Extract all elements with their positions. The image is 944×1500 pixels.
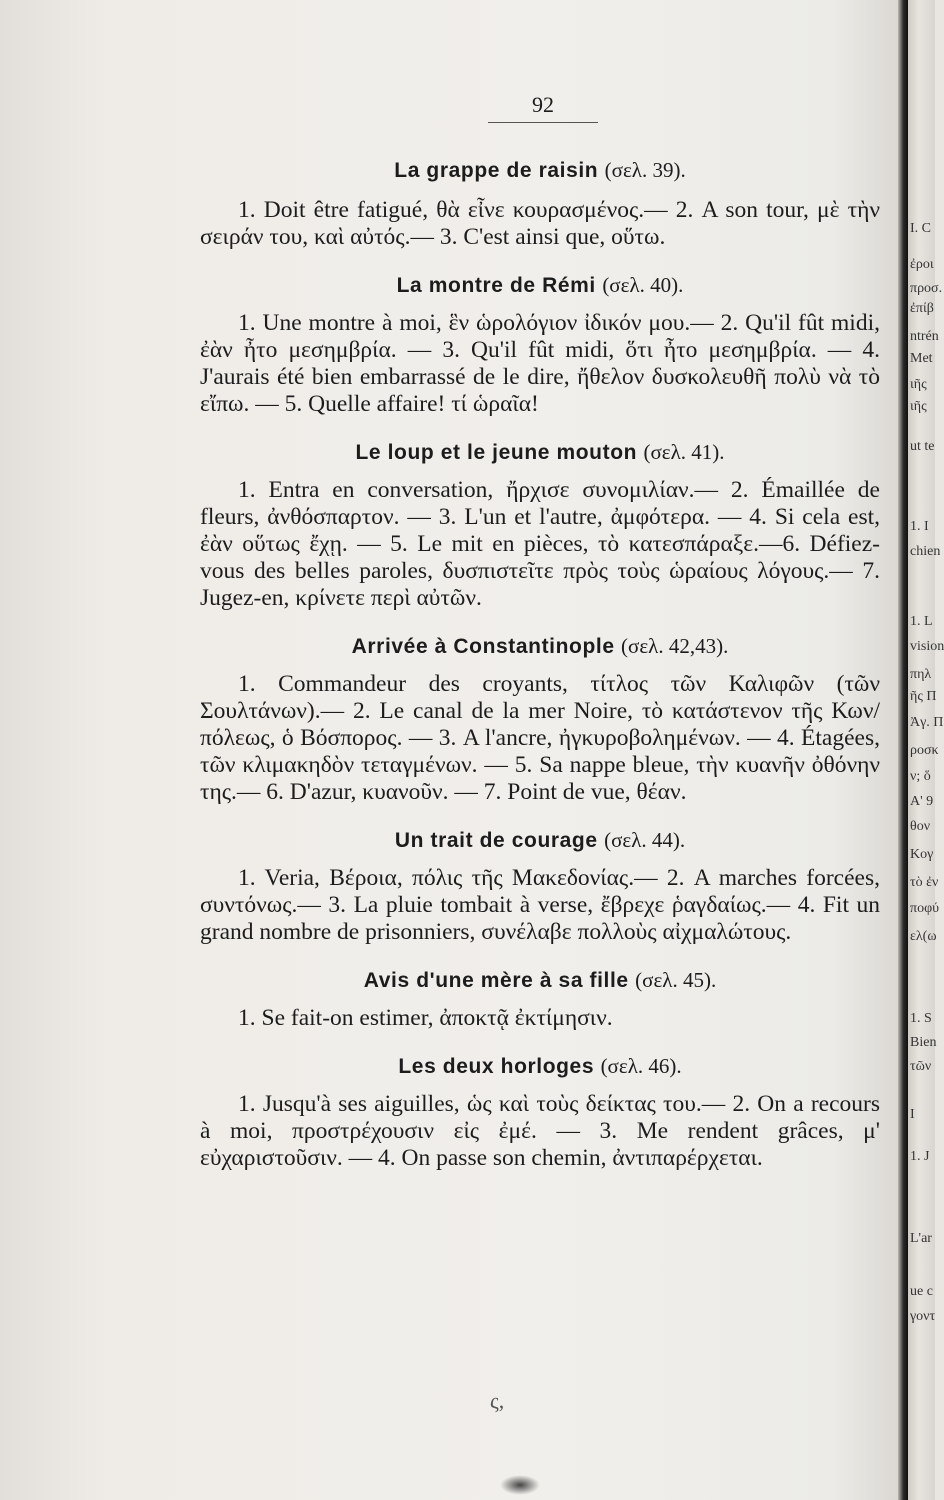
adjacent-page-fragment: τὸ ἐν <box>910 875 939 890</box>
adjacent-page-fragment: ιῆς <box>910 377 927 392</box>
section-grappe <box>200 158 880 251</box>
page-fold-shadow <box>898 0 908 1500</box>
adjacent-page-fragment: ue c <box>910 1284 933 1299</box>
section-text: 1. Se fait-on estimer, ἀποκτᾷ ἐκτίμησιν. <box>238 1005 613 1031</box>
section-text: 1. Une montre à moi, ἓν ὡρολόγιον ἰδικόν μου.— 2. Qu'il fût midi, ἐὰν ἦτο μεσημβρία. — 3. Qu'il fût midi, ὅτι ἦτο μεσημβρία. — 4. J'aurais été bien embarrassé de le dire, ἤθελον δυσκολευθῆ πολὺ νὰ τὸ εἴπω. — 5. Quelle affaire! τί ὡραῖα! <box>200 310 880 417</box>
adjacent-page-fragment: 1. J <box>910 1149 930 1164</box>
adjacent-page-fragment: Α' 9 <box>910 794 934 809</box>
section-constantinople <box>200 634 880 806</box>
section-montre <box>200 273 880 418</box>
adjacent-page-fragment: προσ. <box>910 281 943 296</box>
section-courage <box>200 828 880 946</box>
adjacent-page-fragment: θον <box>910 819 931 834</box>
stray-mark: ς, <box>490 1388 505 1413</box>
section-title: La montre de Rémi (σελ. 40). <box>396 273 684 297</box>
adjacent-page-fragment: ιῆς <box>910 399 927 414</box>
page-reference: (σελ. 41). <box>643 440 725 464</box>
section-title: Un trait de courage (σελ. 44). <box>394 828 686 852</box>
adjacent-page-fragment: ποφύ <box>910 901 940 916</box>
section-text: 1. Commandeur des croyants, τίτλος τῶν Καλιφῶν (τῶν Σουλτάνων).— 2. Le canal de la mer Noire, τὸ κατάστενον τῆς Κων/πόλεως, ὁ Βόσπορος. — 3. A l'ancre, ἠγκυροβολημένων. — 4. Étagées, τῶν κλιμακηδὸν τεταγμένων. — 5. Sa nappe bleue, τὴν κυανῆν ὀθόνην της.— 6. D'azur, κυανοῦν. — 7. Point de vue, θέαν. <box>200 671 880 805</box>
adjacent-page-fragment: I <box>910 1107 915 1122</box>
section-title: Les deux horloges (σελ. 46). <box>398 1054 682 1078</box>
adjacent-page-fragment: ἐπίβ <box>910 301 934 316</box>
page-reference: (σελ. 46). <box>600 1054 682 1078</box>
adjacent-page-fragment: L'ar <box>910 1231 932 1246</box>
section-text: 1. Jusqu'à ses aiguilles, ὡς καὶ τοὺς δείκτας του.— 2. On a recours à moi, προστρέχουσιν εἰς ἐμέ. — 3. Me rendent grâces, μ' εὐχαριστοῦσιν. — 4. On passe son chemin, ἀντιπαρέρχεται. <box>200 1091 880 1171</box>
adjacent-page-fragment: ῆς Π <box>910 689 937 704</box>
page-reference: (σελ. 42,43). <box>621 634 729 658</box>
page-reference: (σελ. 40). <box>602 273 684 297</box>
adjacent-page-fragment: I. C <box>910 221 931 236</box>
section-title: Avis d'une mère à sa fille (σελ. 45). <box>363 968 717 992</box>
adjacent-page-fragment: πηλ <box>910 667 932 682</box>
adjacent-page-fragment: τῶν <box>910 1059 932 1074</box>
header-rule <box>488 122 598 123</box>
adjacent-page-fragment: chien <box>910 544 941 559</box>
adjacent-page-fragment: Ἀγ. Π <box>910 715 944 730</box>
page-number: 92 <box>532 92 554 117</box>
section-title: Arrivée à Constantinople (σελ. 42,43). <box>351 634 729 658</box>
section-text: 1. Veria, Βέροια, πόλις τῆς Μακεδονίας.— 2. A marches forcées, συντόνως.— 3. La pluie tombait à verse, ἔβρεχε ῥαγδαίως.— 4. Fit un grand nombre de prisonniers, συνέλαβε πολλοὺς αἰχμαλώτους. <box>200 865 880 945</box>
adjacent-page-fragment: γοντ <box>910 1309 936 1324</box>
adjacent-page-fragment: ν; ὅ <box>910 769 931 784</box>
ink-smudge <box>500 1475 540 1495</box>
adjacent-page-edge <box>908 0 944 1500</box>
adjacent-page-fragment: ntrén <box>910 329 939 344</box>
adjacent-page-fragment: 1. L <box>910 614 933 629</box>
page-content <box>200 152 880 1172</box>
adjacent-page-fragment: ut te <box>910 439 935 454</box>
section-loup <box>200 440 880 612</box>
page-reference: (σελ. 39). <box>604 158 686 182</box>
adjacent-page-fragment: ἐροι <box>910 257 934 272</box>
adjacent-page-fragment: ελ(ω <box>910 929 937 944</box>
adjacent-page-fragment: Bien <box>910 1035 937 1050</box>
adjacent-page-fragment: Κογ <box>910 847 934 862</box>
section-avis <box>200 968 880 1032</box>
adjacent-page-fragment: 1. S <box>910 1011 932 1026</box>
adjacent-page-fragment: Met <box>910 351 933 366</box>
section-title: Le loup et le jeune mouton (σελ. 41). <box>355 440 725 464</box>
section-title: La grappe de raisin (σελ. 39). <box>394 158 686 182</box>
section-horloges <box>200 1054 880 1172</box>
adjacent-page-fragment: 1. I <box>910 519 929 534</box>
adjacent-page-fragment: vision <box>910 639 944 654</box>
page-reference: (σελ. 44). <box>604 828 686 852</box>
section-text: 1. Entra en conversation, ἤρχισε συνομιλίαν.— 2. Émaillée de fleurs, ἀνθόσπαρτον. — 3. L'un et l'autre, ἀμφότερα. — 4. Si cela est, ἐὰν οὕτως ἔχῃ. — 5. Le mit en pièces, τὸ κατεσπάραξε.—6. Défiez-vous des belles paroles, δυσπιστεῖτε πρὸς τοὺς ὡραίους λόγους.— 7. Jugez-en, κρίνετε περὶ αὐτῶν. <box>200 477 880 611</box>
adjacent-page-fragment: ροσκ <box>910 743 939 758</box>
page-reference: (σελ. 45). <box>635 968 717 992</box>
section-text: 1. Doit être fatigué, θὰ εἶνε κουρασμένος.— 2. A son tour, μὲ τὴν σειράν του, καὶ αὐτός.— 3. C'est ainsi que, οὕτω. <box>200 197 880 250</box>
page-header <box>488 92 598 123</box>
